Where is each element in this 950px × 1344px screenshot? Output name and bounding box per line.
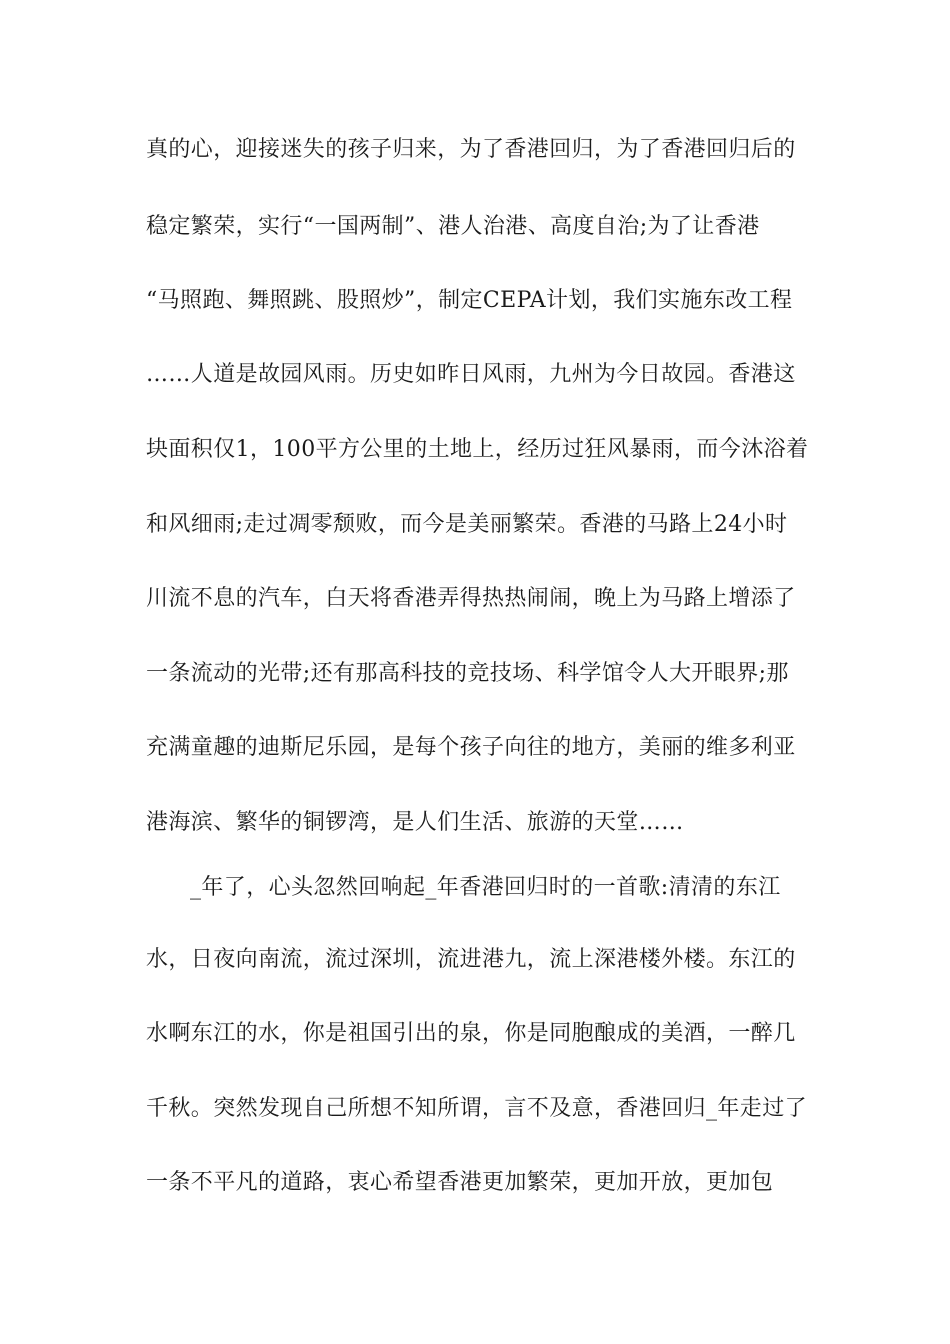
- text-line: 一条流动的光带;还有那高科技的竞技场、科学馆令人大开眼界;那: [146, 661, 789, 686]
- text-line: 一条不平凡的道路，衷心希望香港更加繁荣，更加开放，更加包: [146, 1170, 774, 1195]
- text-line: 川流不息的汽车，白天将香港弄得热热闹闹，晚上为马路上增添了: [146, 586, 796, 611]
- text-line: “马照跑、舞照跳、股照炒”，制定CEPA计划，我们实施东改工程: [146, 288, 793, 313]
- text-line: 水啊东江的水，你是祖国引出的泉，你是同胞酿成的美酒，一醉几: [146, 1021, 796, 1046]
- text-line: 稳定繁荣，实行“一国两制”、港人治港、高度自治;为了让香港: [146, 214, 760, 239]
- paragraph-first-line: _年了，心头忽然回响起_年香港回归时的一首歌:清清的东江: [190, 875, 781, 900]
- text-line: 充满童趣的迪斯尼乐园，是每个孩子向往的地方，美丽的维多利亚: [146, 735, 796, 760]
- text-line: 真的心，迎接迷失的孩子归来，为了香港回归，为了香港回归后的: [146, 137, 796, 162]
- text-line: 块面积仅1，100平方公里的土地上，经历过狂风暴雨，而今沐浴着: [146, 437, 809, 462]
- text-line: 水，日夜向南流，流过深圳，流进港九，流上深港楼外楼。东江的: [146, 947, 796, 972]
- text-line: 千秋。突然发现自己所想不知所谓，言不及意，香港回归_年走过了: [146, 1096, 808, 1121]
- text-line: 和风细雨;走过凋零颓败，而今是美丽繁荣。香港的马路上24小时: [146, 512, 788, 537]
- text-line: 港海滨、繁华的铜锣湾，是人们生活、旅游的天堂……: [146, 810, 684, 835]
- text-line: ……人道是故园风雨。历史如昨日风雨，九州为今日故园。香港这: [146, 362, 796, 387]
